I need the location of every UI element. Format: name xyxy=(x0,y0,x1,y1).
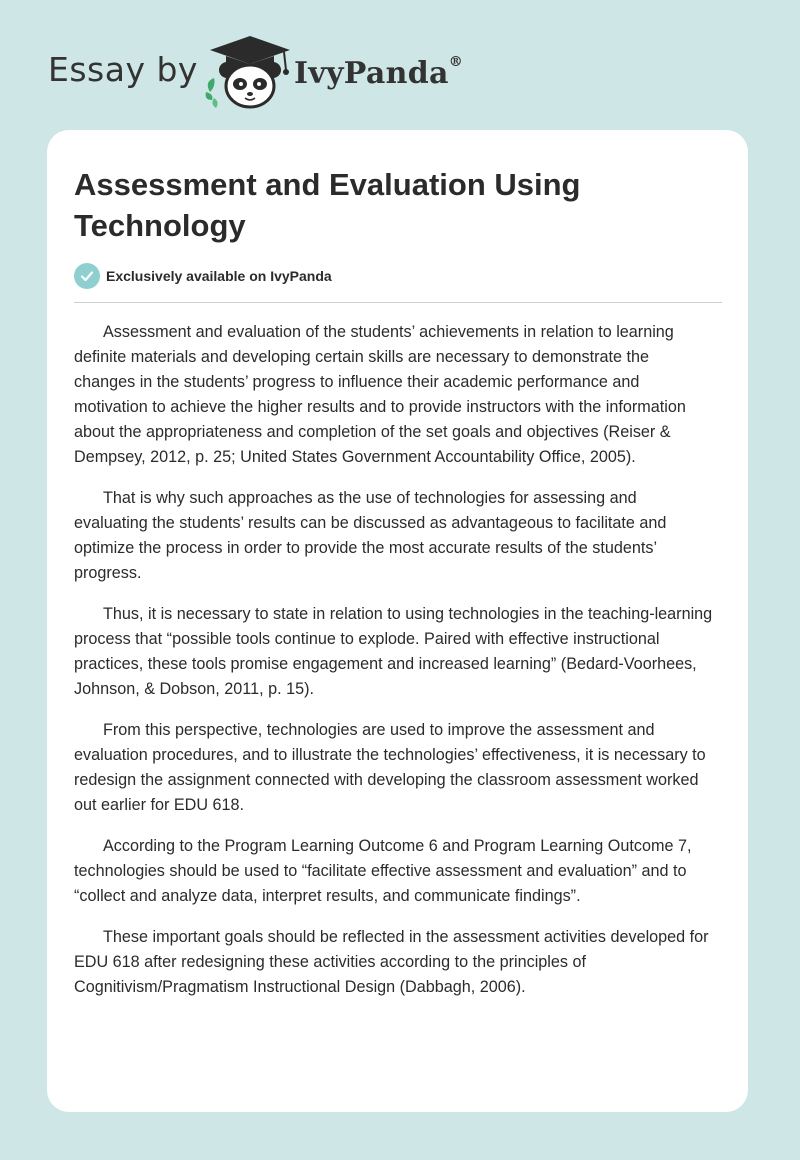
check-circle-icon xyxy=(74,263,100,289)
paragraph: From this perspective, technologies are used to improve the assessment and evaluation procedures, and to illustrate the technologies’ effectiveness, it is necessary to redesign the assignment connected with developing the classroom assessment worked out earlier for EDU 618. xyxy=(74,721,706,814)
divider xyxy=(74,302,722,303)
paragraph: That is why such approaches as the use of technologies for assessing and evaluating the students’ results can be discussed as advantageous to facilitate and optimize the process in order to provide the most accurate results of the students’ progress. xyxy=(74,489,667,582)
paragraph: Assessment and evaluation of the students’ achievements in relation to learning definite materials and developing certain skills are necessary to demonstrate the changes in the students’ progress to influence their academic performance and motivation to achieve the higher results and to provide instructors with the information about the appropriateness and completion of the set goals and objectives (Reiser & Dempsey, 2012, p. 25; United States Government Accountability Office, 2005). xyxy=(74,323,686,466)
paragraph: These important goals should be reflected in the assessment activities developed for EDU 618 after redesigning these activities according to the principles of Cognitivism/Pragmatism Instructional Design (Dabbagh, 2006). xyxy=(74,928,709,996)
site-header xyxy=(0,0,800,130)
brand-prefix: Essay by xyxy=(48,50,198,89)
exclusive-badge xyxy=(74,263,332,289)
badge-label: Exclusively available on IvyPanda xyxy=(106,268,332,284)
essay-title: Assessment and Evaluation Using Technology xyxy=(74,167,581,243)
panda-graduate-logo-icon[interactable] xyxy=(200,34,296,110)
essay-card xyxy=(47,130,748,1112)
essay-body xyxy=(74,320,714,1016)
brand-name[interactable]: IvyPanda® xyxy=(294,54,464,91)
paragraph: According to the Program Learning Outcome 6 and Program Learning Outcome 7, technologies should be used to “facilitate effective assessment and evaluation” and to “collect and analyze data, interpret results, and communicate findings”. xyxy=(74,837,692,905)
registered-mark: ® xyxy=(448,54,464,70)
paragraph: Thus, it is necessary to state in relation to using technologies in the teaching-learning process that “possible tools continue to explode. Paired with effective instructional practices, these tools promise engagement and increased learning” (Bedard-Voorhees, Johnson, & Dobson, 2011, p. 15). xyxy=(74,605,713,698)
